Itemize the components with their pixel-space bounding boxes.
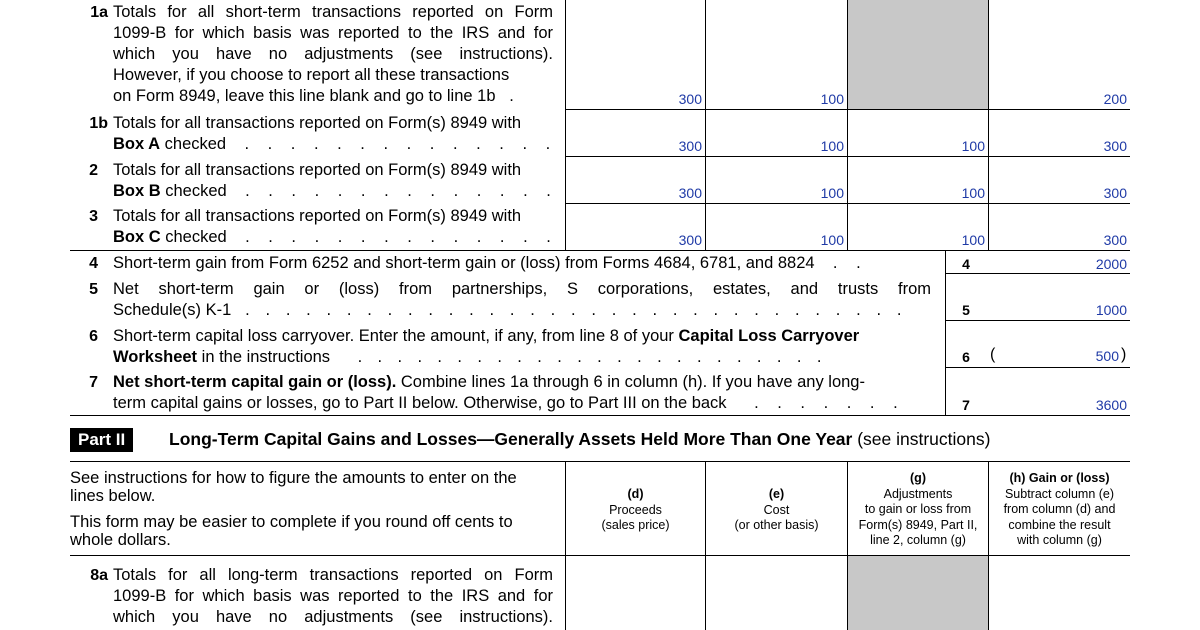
col-header-g-line3: to gain or loss from bbox=[864, 502, 972, 516]
line-text-6-r1-text: Short-term capital loss carryover. Enter the amount, if any, from line 8 of your bbox=[113, 327, 679, 345]
leader-dots: . . . . . . . . . . . . . . bbox=[245, 182, 558, 200]
line-3-proceeds[interactable]: 300 bbox=[678, 232, 702, 248]
line-1b-gain[interactable]: 300 bbox=[1103, 138, 1127, 154]
row-rule-1b bbox=[565, 156, 1130, 157]
col-header-e-line3: (or other basis) bbox=[734, 518, 819, 532]
line-text-1a-r2: 1099-B for which basis was reported to the IRS and for bbox=[113, 24, 553, 42]
line-text-1a-r5 bbox=[113, 86, 563, 107]
line-text-1b-r2 bbox=[113, 134, 563, 155]
line-text-2-r1: Totals for all transactions reported on Form(s) 8949 with bbox=[113, 161, 522, 179]
line-text-5-r2-text: Schedule(s) K-1 bbox=[113, 301, 232, 319]
part-ii-instructions-1a: See instructions for how to figure the amounts to enter on the bbox=[70, 469, 517, 487]
close-paren: ) bbox=[1121, 346, 1127, 363]
part-ii-title-suffix: (see instructions) bbox=[852, 429, 991, 449]
line-text-1a-r5-text: on Form 8949, leave this line blank and go to line 1b bbox=[113, 87, 496, 105]
line-text-8a-r3: which you have no adjustments (see instructions). bbox=[113, 608, 553, 626]
line-text-4-text: Short-term gain from Form 6252 and short-term gain or (loss) from Forms 4684, 6781, and 8824 bbox=[113, 254, 815, 272]
box-a-label: Box A bbox=[113, 135, 161, 153]
line-number-1b: 1b bbox=[89, 115, 108, 132]
line-text-3-r1: Totals for all transactions reported on Form(s) 8949 with bbox=[113, 207, 522, 225]
part-ii-title-bold: Long-Term Capital Gains and Losses—Generally Assets Held More Than One Year bbox=[169, 429, 853, 449]
line-text-2-r2 bbox=[113, 181, 563, 202]
line-2-proceeds[interactable]: 300 bbox=[678, 185, 702, 201]
leader-dots: . . . . . . . . . . . . . . bbox=[245, 228, 558, 246]
ref-col-left bbox=[945, 250, 946, 415]
col-header-h-line5: with column (g) bbox=[1017, 533, 1102, 547]
line-1b-adjustments[interactable]: 100 bbox=[961, 138, 985, 154]
col-header-g-line2: Adjustments bbox=[883, 486, 953, 501]
col-header-g-letter: (g) bbox=[910, 471, 926, 485]
ref-number-6: 6 bbox=[962, 349, 970, 365]
leader-dots: . . bbox=[832, 254, 868, 272]
part-ii-header-rule bbox=[70, 461, 1130, 462]
line-number-3: 3 bbox=[89, 208, 98, 225]
row-rule-2 bbox=[565, 203, 1130, 204]
col-header-e-letter: (e) bbox=[768, 487, 785, 501]
leader-dots: . . . . . . . . . . . . . . bbox=[244, 135, 558, 153]
row-rule-5 bbox=[945, 320, 1130, 321]
col-divider-g-left bbox=[847, 0, 848, 250]
line-4-gain[interactable]: 2000 bbox=[1095, 256, 1127, 272]
col-divider-d-left bbox=[565, 0, 566, 250]
line-text-7-r1 bbox=[113, 372, 943, 393]
checked-label: checked bbox=[160, 228, 227, 246]
line-text-7-r2 bbox=[113, 393, 943, 414]
checked-label: checked bbox=[160, 135, 227, 153]
line-text-1a-r3: which you have no adjustments (see instructions). bbox=[113, 45, 553, 63]
row-rule-6 bbox=[945, 367, 1130, 368]
line-text-1b-r1: Totals for all transactions reported on Form(s) 8949 with bbox=[113, 114, 522, 132]
row-rule-1a bbox=[565, 109, 1130, 110]
line-number-7: 7 bbox=[89, 374, 98, 391]
line-text-5-r1: Net short-term gain or (loss) from partnerships, S corporations, estates, and trusts from bbox=[113, 280, 931, 298]
shaded-g-cell-1a bbox=[847, 0, 988, 109]
part-ii-instructions-2a: This form may be easier to complete if you round off cents to bbox=[70, 513, 513, 531]
part-ii-instructions-1b: lines below. bbox=[70, 487, 156, 505]
line-3-gain[interactable]: 300 bbox=[1103, 232, 1127, 248]
line-text-4 bbox=[113, 253, 943, 274]
line-number-6: 6 bbox=[89, 328, 98, 345]
line-number-8a: 8a bbox=[90, 567, 108, 584]
line-number-5: 5 bbox=[89, 281, 98, 298]
line-text-3-r2 bbox=[113, 227, 563, 248]
line-1a-proceeds[interactable]: 300 bbox=[678, 91, 702, 107]
col-header-h-line4: combine the result bbox=[1008, 517, 1111, 532]
line-1b-cost[interactable]: 100 bbox=[820, 138, 844, 154]
box-b-label: Box B bbox=[113, 182, 161, 200]
col-header-g-line4: Form(s) 8949, Part II, bbox=[858, 517, 978, 532]
line-number-4: 4 bbox=[89, 255, 98, 272]
line-3-adjustments[interactable]: 100 bbox=[961, 232, 985, 248]
line-number-2: 2 bbox=[89, 162, 98, 179]
leader-dots: . bbox=[509, 87, 514, 105]
col-header-d bbox=[566, 487, 705, 534]
shaded-g-cell-8a bbox=[848, 556, 988, 630]
ref-number-4: 4 bbox=[962, 256, 970, 272]
line-text-5-r2 bbox=[113, 300, 943, 321]
line-1a-cost[interactable]: 100 bbox=[820, 91, 844, 107]
row-rule-3 bbox=[70, 250, 1130, 251]
line-3-cost[interactable]: 100 bbox=[820, 232, 844, 248]
col-header-h-line2: Subtract column (e) bbox=[1004, 486, 1115, 501]
line-7-net-gain[interactable]: 3600 bbox=[1095, 397, 1127, 413]
net-short-term-label: Net short-term capital gain or (loss). bbox=[113, 373, 397, 391]
checked-label: checked bbox=[160, 182, 227, 200]
line-number-1a: 1a bbox=[90, 4, 108, 21]
worksheet-title-part1: Capital Loss Carryover bbox=[678, 327, 860, 345]
row-rule-4 bbox=[945, 273, 1130, 274]
col-header-d-line2: Proceeds bbox=[609, 502, 662, 517]
col-header-g bbox=[848, 471, 988, 549]
line-5-gain[interactable]: 1000 bbox=[1095, 302, 1127, 318]
part-ii-tag: Part II bbox=[70, 428, 133, 452]
box-c-label: Box C bbox=[113, 228, 161, 246]
part-ii-instructions-2b: whole dollars. bbox=[70, 531, 171, 549]
line-text-8a-r2: 1099-B for which basis was reported to the IRS and for bbox=[113, 587, 553, 605]
ref-number-7: 7 bbox=[962, 397, 970, 413]
line-text-7-r1-text: Combine lines 1a through 6 in column (h). If you have any long- bbox=[396, 373, 865, 391]
leader-dots: . . . . . . . bbox=[754, 394, 905, 412]
line-text-1a-r4: However, if you choose to report all these transactions bbox=[113, 66, 510, 84]
worksheet-title-part2: Worksheet bbox=[113, 348, 198, 366]
line-text-7-r2-text: term capital gains or losses, go to Part II below. Otherwise, go to Part III on the back bbox=[113, 394, 727, 412]
col-divider-e-left bbox=[705, 0, 706, 250]
line-text-6-r2-text: in the instructions bbox=[197, 348, 331, 366]
col-header-d-line3: (sales price) bbox=[601, 518, 670, 532]
line-2-adjustments[interactable]: 100 bbox=[961, 185, 985, 201]
line-text-6-r2 bbox=[113, 347, 943, 368]
col-header-e bbox=[706, 487, 847, 534]
line-text-6-r1 bbox=[113, 326, 943, 347]
col-header-e-line2: Cost bbox=[763, 502, 790, 517]
line-6-carryover[interactable]: 500 bbox=[1095, 348, 1119, 364]
line-2-gain[interactable]: 300 bbox=[1103, 185, 1127, 201]
line-1a-gain[interactable]: 200 bbox=[1103, 91, 1127, 107]
part-ii-title bbox=[169, 428, 1129, 450]
open-paren: ( bbox=[990, 346, 996, 363]
col-header-h-line3: from column (d) and bbox=[1003, 502, 1116, 516]
leader-dots: . . . . . . . . . . . . . . . . . . . . . . . . bbox=[357, 348, 827, 366]
line-text-1a-r1: Totals for all short-term transactions reported on Form bbox=[113, 3, 553, 21]
col-header-d-letter: (d) bbox=[627, 487, 644, 501]
col-header-h bbox=[989, 471, 1130, 549]
line-2-cost[interactable]: 100 bbox=[820, 185, 844, 201]
col-header-h-title: (h) Gain or (loss) bbox=[1009, 471, 1110, 485]
row-rule-7 bbox=[70, 415, 1130, 416]
line-1b-proceeds[interactable]: 300 bbox=[678, 138, 702, 154]
leader-dots: . . . . . . . . . . . . . . . . . . . . . . . . . . . . . . . . . bbox=[245, 301, 908, 319]
ref-number-5: 5 bbox=[962, 302, 970, 318]
col-header-g-line5: line 2, column (g) bbox=[870, 533, 966, 547]
col-divider-h-left bbox=[988, 0, 989, 250]
line-text-8a-r1: Totals for all long-term transactions reported on Form bbox=[113, 566, 553, 584]
